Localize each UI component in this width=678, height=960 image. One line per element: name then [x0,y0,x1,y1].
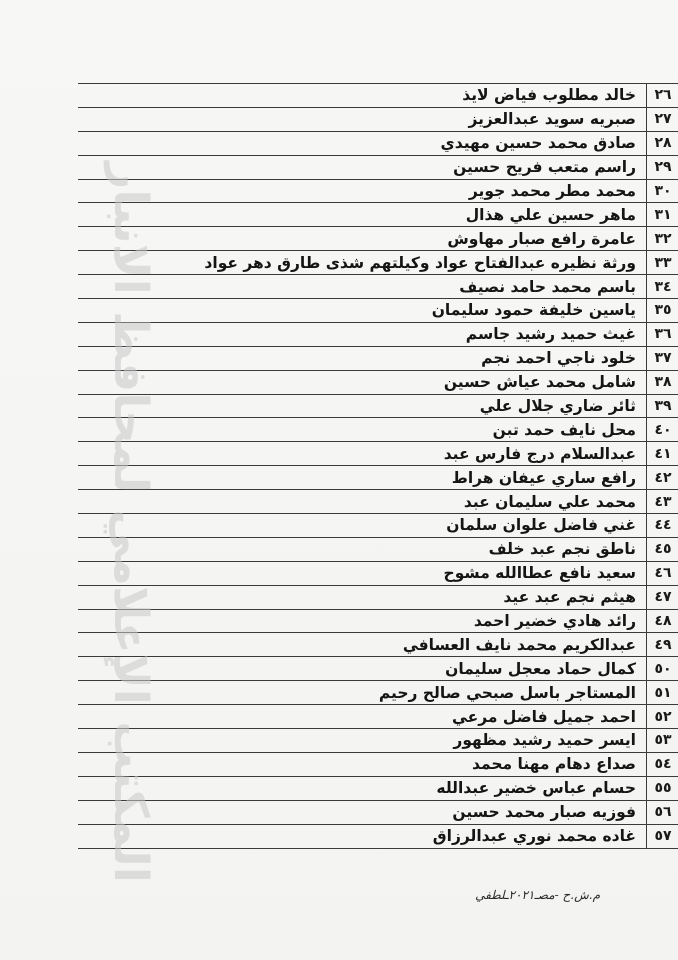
row-name: صداع دهام مهنا محمد [472,755,636,774]
row-name: صبريه سويد عبدالعزيز [468,110,636,129]
row-name: رافع ساري عيفان هراط [451,468,636,487]
row-number: ٣٩ [646,395,678,418]
row-name: باسم محمد حامد نصيف [459,277,636,296]
table-row [78,180,678,204]
row-name: المستاجر باسل صبحي صالح رحيم [378,683,636,702]
row-number: ٥٣ [646,729,678,752]
table-row [78,203,678,227]
row-number: ٣٠ [646,180,678,203]
row-number: ٢٩ [646,156,678,179]
watermark-text: المكتب الإعلامي لمحافظ الانبار [102,161,158,883]
table-row [78,371,678,395]
row-number: ٤٢ [646,466,678,489]
row-name: خلود ناجي احمد نجم [481,349,636,368]
table-row [78,299,678,323]
table-row [78,84,678,108]
row-name: ورثة نظيره عبدالفتاح عواد وكيلتهم شذى طارق دهر عواد [204,253,636,272]
row-name: غيث حميد رشيد جاسم [465,325,636,344]
table-row [78,514,678,538]
table-row [78,466,678,490]
row-name: عبدالكريم محمد نايف العسافي [402,635,636,654]
row-name: ثائر ضاري جلال علي [479,397,636,416]
row-name: صادق محمد حسين مهيدي [440,134,636,153]
row-number: ٤٧ [646,586,678,609]
row-number: ٣١ [646,203,678,226]
table-row [78,825,678,849]
table-row [78,705,678,729]
table-row [78,347,678,371]
row-number: ٤١ [646,442,678,465]
row-number: ٤٤ [646,514,678,537]
row-name: رائد هادي خضير احمد [473,612,636,631]
row-number: ٥١ [646,681,678,704]
row-name: احمد جميل فاضل مرعي [451,707,636,726]
row-name: ماهر حسين علي هذال [465,205,636,224]
row-name: محل نايف حمد تبن [492,420,636,439]
table-row [78,729,678,753]
table-row [78,442,678,466]
table-row [78,657,678,681]
table-row [78,251,678,275]
row-number: ٤٠ [646,418,678,441]
row-number: ٤٨ [646,610,678,633]
row-name: ايسر حميد رشيد مظهور [453,731,636,750]
row-number: ٤٩ [646,633,678,656]
table-row [78,753,678,777]
row-name: فوزيه صبار محمد حسين [452,803,636,822]
row-name: شامل محمد عياش حسين [443,373,636,392]
row-number: ٥٢ [646,705,678,728]
table-row [78,490,678,514]
row-number: ٣٦ [646,323,678,346]
row-number: ٣٥ [646,299,678,322]
table-row [78,275,678,299]
table-row [78,323,678,347]
row-number: ٥٥ [646,777,678,800]
table-row [78,418,678,442]
row-number: ٢٦ [646,84,678,107]
row-name: ناطق نجم عبد خلف [488,540,636,559]
table-row [78,586,678,610]
row-name: غني فاضل علوان سلمان [446,516,636,535]
row-number: ٤٣ [646,490,678,513]
row-number: ٥٦ [646,801,678,824]
table-row [78,777,678,801]
table-row [78,538,678,562]
row-name: غاده محمد نوري عبدالرزاق [432,827,636,846]
row-number: ٥٧ [646,825,678,848]
table-row [78,562,678,586]
row-number: ٤٥ [646,538,678,561]
row-name: محمد علي سليمان عبد [463,492,636,511]
row-number: ٣٢ [646,227,678,250]
row-number: ٢٧ [646,108,678,131]
table-row [78,633,678,657]
table-row [78,681,678,705]
row-number: ٢٨ [646,132,678,155]
row-name: خالد مطلوب فياض لايذ [462,86,636,105]
row-name: حسام عباس خضير عبدالله [436,779,636,798]
table-row [78,108,678,132]
table-row [78,132,678,156]
footer-signature: م.ش.ح -مصـ٢٠٢١ـلطفي [475,888,600,902]
row-name: راسم متعب فريح حسين [453,158,636,177]
row-name: كمال حماد معجل سليمان [445,659,636,678]
names-table [78,83,678,849]
row-number: ٣٣ [646,251,678,274]
row-name: ياسين خليفة حمود سليمان [431,301,636,320]
row-number: ٣٨ [646,371,678,394]
table-row [78,156,678,180]
row-name: سعيد نافع عطاالله مشوح [443,564,636,583]
table-row [78,227,678,251]
row-number: ٥٤ [646,753,678,776]
row-number: ٣٧ [646,347,678,370]
row-number: ٤٦ [646,562,678,585]
table-row [78,610,678,634]
row-name: عبدالسلام درج فارس عبد [443,444,636,463]
row-name: هيثم نجم عبد عيد [503,588,636,607]
row-name: عامرة رافع صبار مهاوش [447,229,636,248]
table-row [78,801,678,825]
row-number: ٥٠ [646,657,678,680]
table-row [78,395,678,419]
row-name: محمد مطر محمد جوير [468,182,636,200]
row-number: ٣٤ [646,275,678,298]
